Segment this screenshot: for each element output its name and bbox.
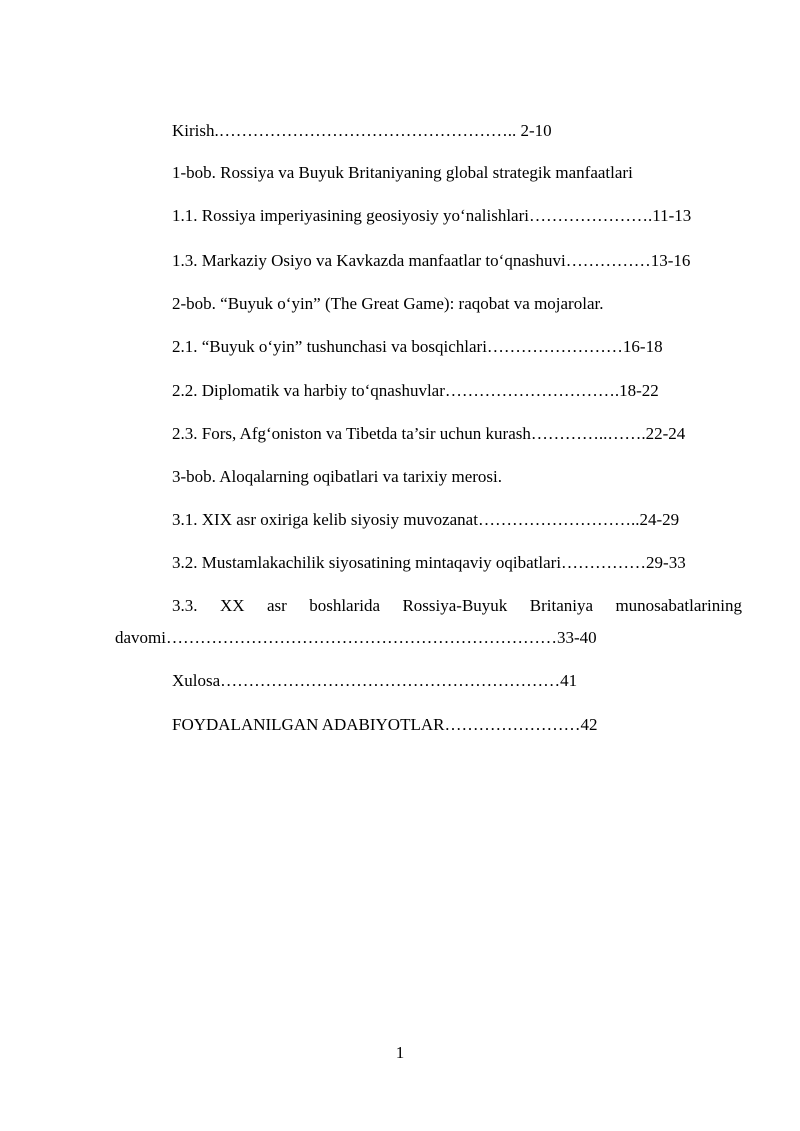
toc-entry-3-3-line1: 3.3. XX asr boshlarida Rossiya-Buyuk Britaniya munosabatlarining	[172, 596, 742, 615]
toc-entry-1-1: 1.1. Rossiya imperiyasining geosiyosiy yo‘nalishlari………………….11-13	[172, 206, 692, 225]
toc-chapter-3-heading: 3-bob. Aloqalarning oqibatlari va tarixiy merosi.	[172, 467, 503, 486]
toc-entry-1-3: 1.3. Markaziy Osiyo va Kavkazda manfaatlar to‘qnashuvi……………13-16	[172, 251, 691, 270]
toc-entry-3-1: 3.1. XIX asr oxiriga kelib siyosiy muvozanat………………………..24-29	[172, 510, 680, 529]
page-number: 1	[395, 1043, 405, 1062]
toc-chapter-1-heading: 1-bob. Rossiya va Buyuk Britaniyaning global strategik manfaatlari	[172, 163, 633, 182]
toc-entry-3-2: 3.2. Mustamlakachilik siyosatining mintaqaviy oqibatlari……………29-33	[172, 553, 686, 572]
toc-entry-2-3: 2.3. Fors, Afg‘oniston va Tibetda ta’sir uchun kurash…………..…….22-24	[172, 424, 686, 443]
toc-chapter-2-heading: 2-bob. “Buyuk o‘yin” (The Great Game): raqobat va mojarolar.	[172, 294, 604, 313]
toc-entry-references: FOYDALANILGAN ADABIYOTLAR……………………42	[172, 715, 598, 734]
toc-entry-conclusion: Xulosa……………………………………………………41	[172, 671, 578, 690]
toc-entry-2-1: 2.1. “Buyuk o‘yin” tushunchasi va bosqichlari……………………16-18	[172, 337, 663, 356]
toc-entry-3-3-line2: davomi……………………………………………………………33-40	[115, 628, 597, 647]
toc-entry-2-2: 2.2. Diplomatik va harbiy to‘qnashuvlar………………………….18-22	[172, 381, 659, 400]
toc-entry-introduction: Kirish.…………………………………………….. 2-10	[172, 121, 552, 140]
